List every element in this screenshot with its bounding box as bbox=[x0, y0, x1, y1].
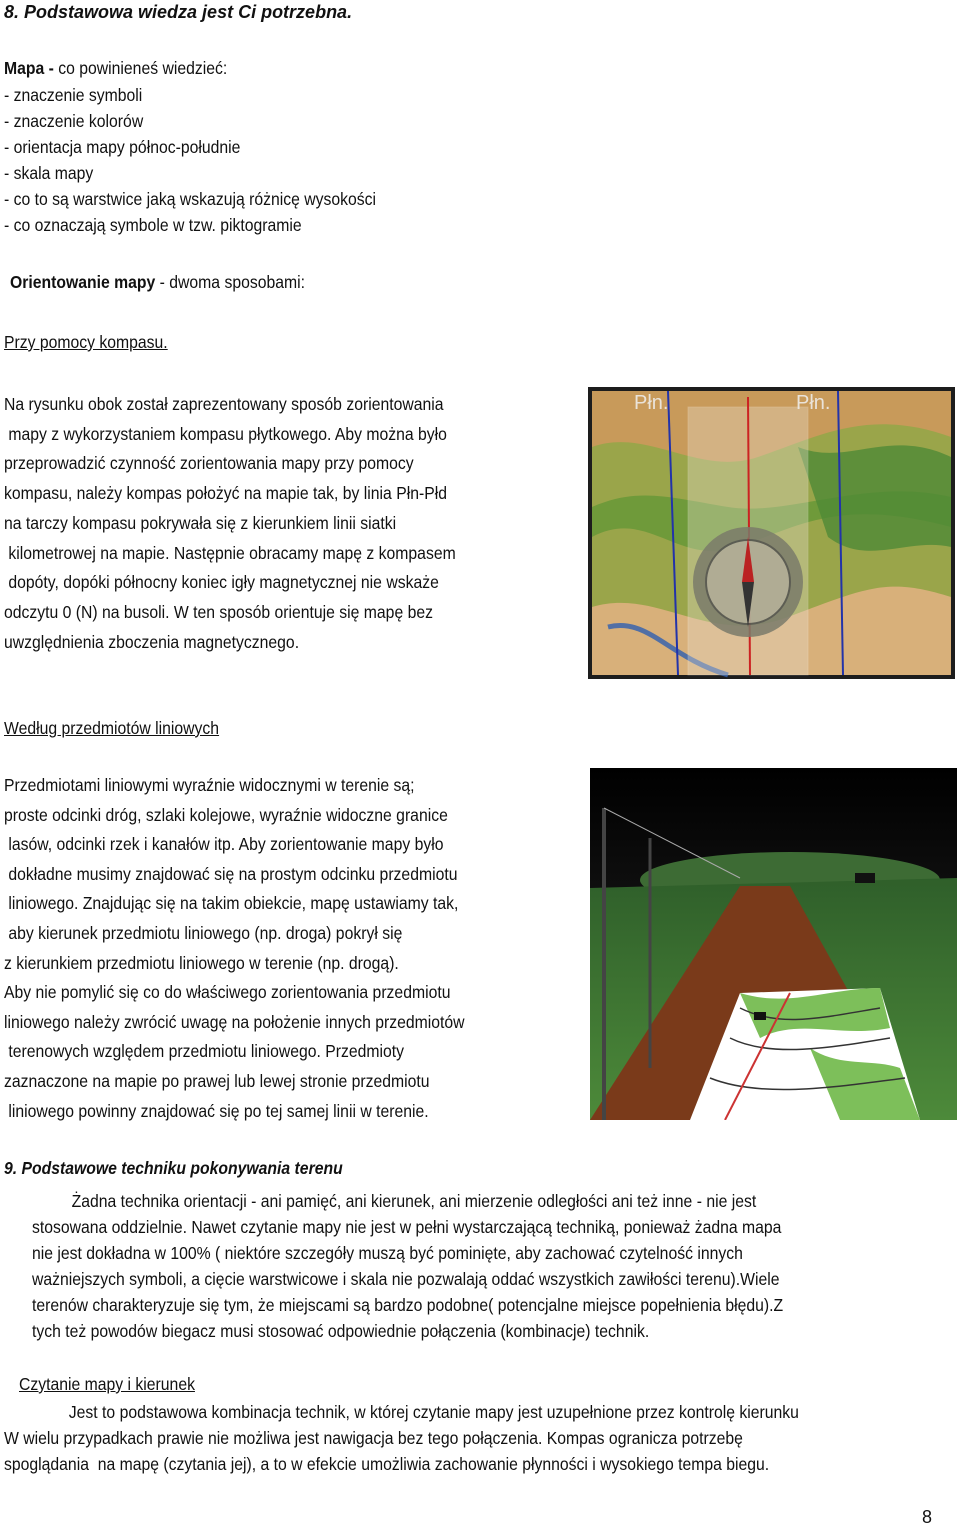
compass-photo bbox=[588, 387, 955, 679]
paragraph-line: odczytu 0 (N) na busoli. W ten sposób orientuje się mapę bez bbox=[4, 601, 433, 622]
orientation-intro bbox=[10, 272, 305, 293]
paragraph-line: aby kierunek przedmiotu liniowego (np. droga) pokrył się bbox=[4, 922, 403, 943]
list-item: - co oznaczają symbole w tzw. piktogramie bbox=[4, 215, 302, 235]
list-item: - znaczenie kolorów bbox=[4, 111, 144, 131]
paragraph-line: lasów, odcinki rzek i kanałów itp. Aby zorientowanie mapy było bbox=[4, 834, 444, 855]
paragraph-line: z kierunkiem przedmiotu liniowego w terenie (np. drogą). bbox=[4, 952, 399, 973]
paragraph-line: Przedmiotami liniowymi wyraźnie widocznymi w terenie są; bbox=[4, 775, 415, 795]
paragraph-line: na tarczy kompasu pokrywała się z kierunkiem linii siatki bbox=[4, 512, 397, 533]
list-item: - skala mapy bbox=[4, 163, 94, 183]
paragraph-line: tych też powodów biegacz musi stosować odpowiednie połączenia (kombinacje) technik. bbox=[32, 1321, 650, 1341]
compass-label-right: Płn. bbox=[796, 392, 831, 414]
compass-photo-graphic bbox=[588, 387, 955, 679]
knowledge-list bbox=[4, 82, 376, 238]
paragraph-line: ważniejszych symboli, a cięcie warstwicowe i skala nie pozwalają oddać wszystkich zawiłości terenu).Wiele bbox=[32, 1269, 780, 1289]
terrain-illustration bbox=[590, 768, 957, 1120]
compass-paragraph bbox=[4, 390, 456, 657]
paragraph-line: zaznaczone na mapie po prawej lub lewej stronie przedmiotu bbox=[4, 1070, 430, 1091]
paragraph-line: nie jest dokładna w 100% ( niektóre szczegóły muszą być pominięte, aby zachować czytelność innych bbox=[32, 1243, 743, 1263]
list-item: - znaczenie symboli bbox=[4, 85, 143, 105]
paragraph-line: mapy z wykorzystaniem kompasu płytkowego. Aby można było bbox=[4, 423, 447, 444]
paragraph-line: uwzględnienia zboczenia magnetycznego. bbox=[4, 631, 300, 652]
mapa-intro bbox=[4, 58, 227, 79]
page-number: 8 bbox=[921, 1507, 932, 1527]
paragraph-line: liniowego należy zwrócić uwagę na położenie innych przedmiotów bbox=[4, 1011, 465, 1032]
paragraph-line: dokładne musimy znajdować się na prostym odcinku przedmiotu bbox=[4, 863, 458, 884]
orientation-bold: Orientowanie mapy bbox=[10, 272, 156, 292]
paragraph-line: terenów charakteryzuje się tym, że miejscami są bardzo podobne( potencjalne miejsce popełnienia błędu).Z bbox=[32, 1295, 784, 1315]
section-9-heading: 9. Podstawowe techniku pokonywania terenu bbox=[4, 1158, 343, 1178]
linear-paragraph bbox=[4, 771, 465, 1126]
paragraph-line: terenowych względem przedmiotu liniowego. Przedmioty bbox=[4, 1041, 405, 1062]
paragraph-line: Na rysunku obok został zaprezentowany sposób zorientowania bbox=[4, 394, 444, 414]
section-8-heading: 8. Podstawowa wiedza jest Ci potrzebna. bbox=[4, 2, 353, 22]
map-reading-paragraph bbox=[4, 1399, 799, 1477]
paragraph-line: spoglądania na mapę (czytania jej), a to w efekcie umożliwia zachowanie płynności i wysokiego tempa biegu. bbox=[4, 1454, 770, 1474]
orientation-rest: - dwoma sposobami: bbox=[155, 272, 305, 292]
paragraph-line: kompasu, należy kompas położyć na mapie tak, by linia Płn-Płd bbox=[4, 483, 447, 504]
paragraph-line: liniowego powinny znajdować się po tej samej linii w terenie. bbox=[4, 1100, 429, 1121]
linear-method-heading: Według przedmiotów liniowych bbox=[4, 718, 220, 738]
paragraph-line: dopóty, dopóki północny koniec igły magnetycznej nie wskaże bbox=[4, 572, 439, 593]
paragraph-line: kilometrowej na mapie. Następnie obracamy mapę z kompasem bbox=[4, 542, 456, 563]
map-reading-heading: Czytanie mapy i kierunek bbox=[19, 1374, 195, 1394]
terrain-illustration-graphic bbox=[590, 768, 957, 1120]
paragraph-line: Aby nie pomylić się co do właściwego zorientowania przedmiotu bbox=[4, 982, 451, 1003]
paragraph-line: W wielu przypadkach prawie nie możliwa jest nawigacja bez tego połączenia. Kompas ogranicza potrzebę bbox=[4, 1428, 743, 1448]
paragraph-line: liniowego. Znajdując się na takim obiekcie, mapę ustawiamy tak, bbox=[4, 893, 459, 914]
paragraph-line: Jest to podstawowa kombinacja technik, w której czytanie mapy jest uzupełnione przez kontrolę kierunku bbox=[68, 1402, 799, 1422]
mapa-bold: Mapa - bbox=[4, 58, 59, 78]
paragraph-line: proste odcinki dróg, szlaki kolejowe, wyraźnie widoczne granice bbox=[4, 804, 448, 825]
paragraph-line: stosowana oddzielnie. Nawet czytanie mapy nie jest w pełni wystarczającą techniką, ponieważ żadna mapa bbox=[32, 1217, 782, 1237]
list-item: - co to są warstwice jaką wskazują różnicę wysokości bbox=[4, 189, 377, 209]
mapa-rest: co powinieneś wiedzieć: bbox=[58, 58, 228, 78]
paragraph-line: Żadna technika orientacji - ani pamięć, ani kierunek, ani mierzenie odległości ani też inne - nie jest bbox=[71, 1191, 757, 1211]
compass-method-heading: Przy pomocy kompasu. bbox=[4, 332, 168, 352]
compass-label-left: Płn. bbox=[634, 392, 669, 414]
techniques-paragraph bbox=[32, 1188, 783, 1344]
list-item: - orientacja mapy północ-południe bbox=[4, 137, 241, 157]
paragraph-line: przeprowadzić czynność zorientowania mapy przy pomocy bbox=[4, 453, 414, 474]
